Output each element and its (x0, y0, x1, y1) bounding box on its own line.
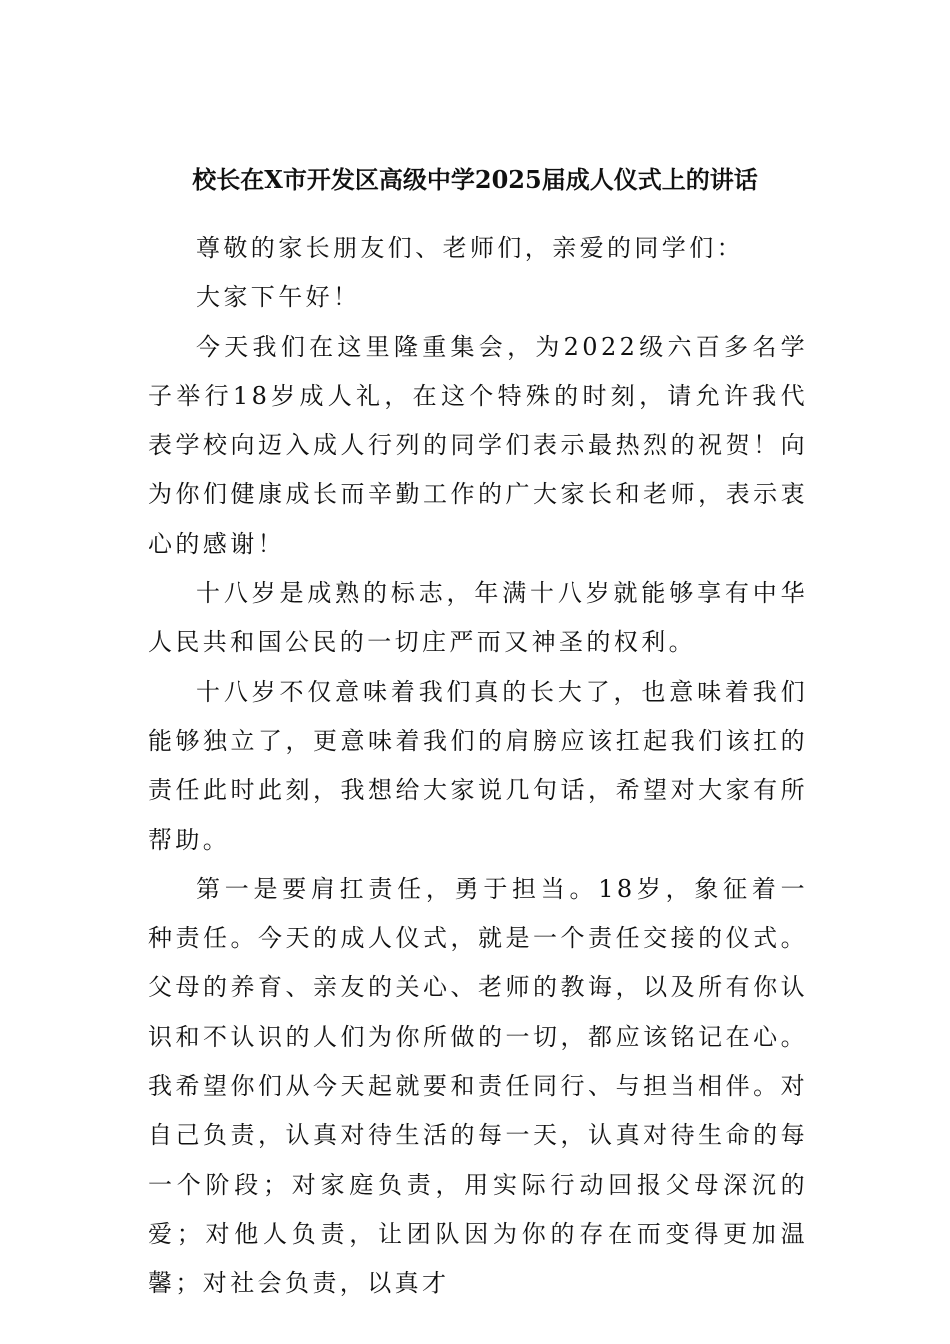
document-title: 校长在X市开发区高级中学2025届成人仪式上的讲话 (192, 165, 758, 194)
paragraph-greeting: 大家下午好！ (196, 283, 361, 312)
paragraph-salutation: 尊敬的家长朋友们、老师们，亲爱的同学们： (196, 234, 744, 262)
paragraph-eighteen-maturity: 十八岁是成熟的标志，年满十八岁就能够享有中华人民共和国公民的一切庄严而又神圣的权利。 (148, 579, 808, 657)
paragraph-responsibility: 第一是要肩扛责任，勇于担当。18岁，象征着一种责任。今天的成人仪式，就是一个责任交接的仪式。父母的养育、亲友的关心、老师的教诲，以及所有你认识和不认识的人们为你所做的一切，都应该铭记在心。我希望你们从今天起就要和责任同行、与担当相伴。对自己负责，认真对待生活的每一天，认真对待生命的每一个阶段；对家庭负责，用实际行动回报父母深沉的爱；对他人负责，让团队因为你的存在而变得更加温馨；对社会负责，以真才 (148, 874, 808, 1298)
document-body (148, 224, 808, 1309)
paragraph-opening: 今天我们在这里隆重集会，为2022级六百多名学子举行18岁成人礼，在这个特殊的时刻，请允许我代表学校向迈入成人行列的同学们表示最热烈的祝贺！向为你们健康成长而辛勤工作的广大家长和老师，表示衷心的感谢！ (148, 332, 808, 558)
paragraph-eighteen-meaning: 十八岁不仅意味着我们真的长大了，也意味着我们能够独立了，更意味着我们的肩膀应该扛起我们该扛的责任此时此刻，我想给大家说几句话，希望对大家有所帮助。 (148, 677, 808, 854)
